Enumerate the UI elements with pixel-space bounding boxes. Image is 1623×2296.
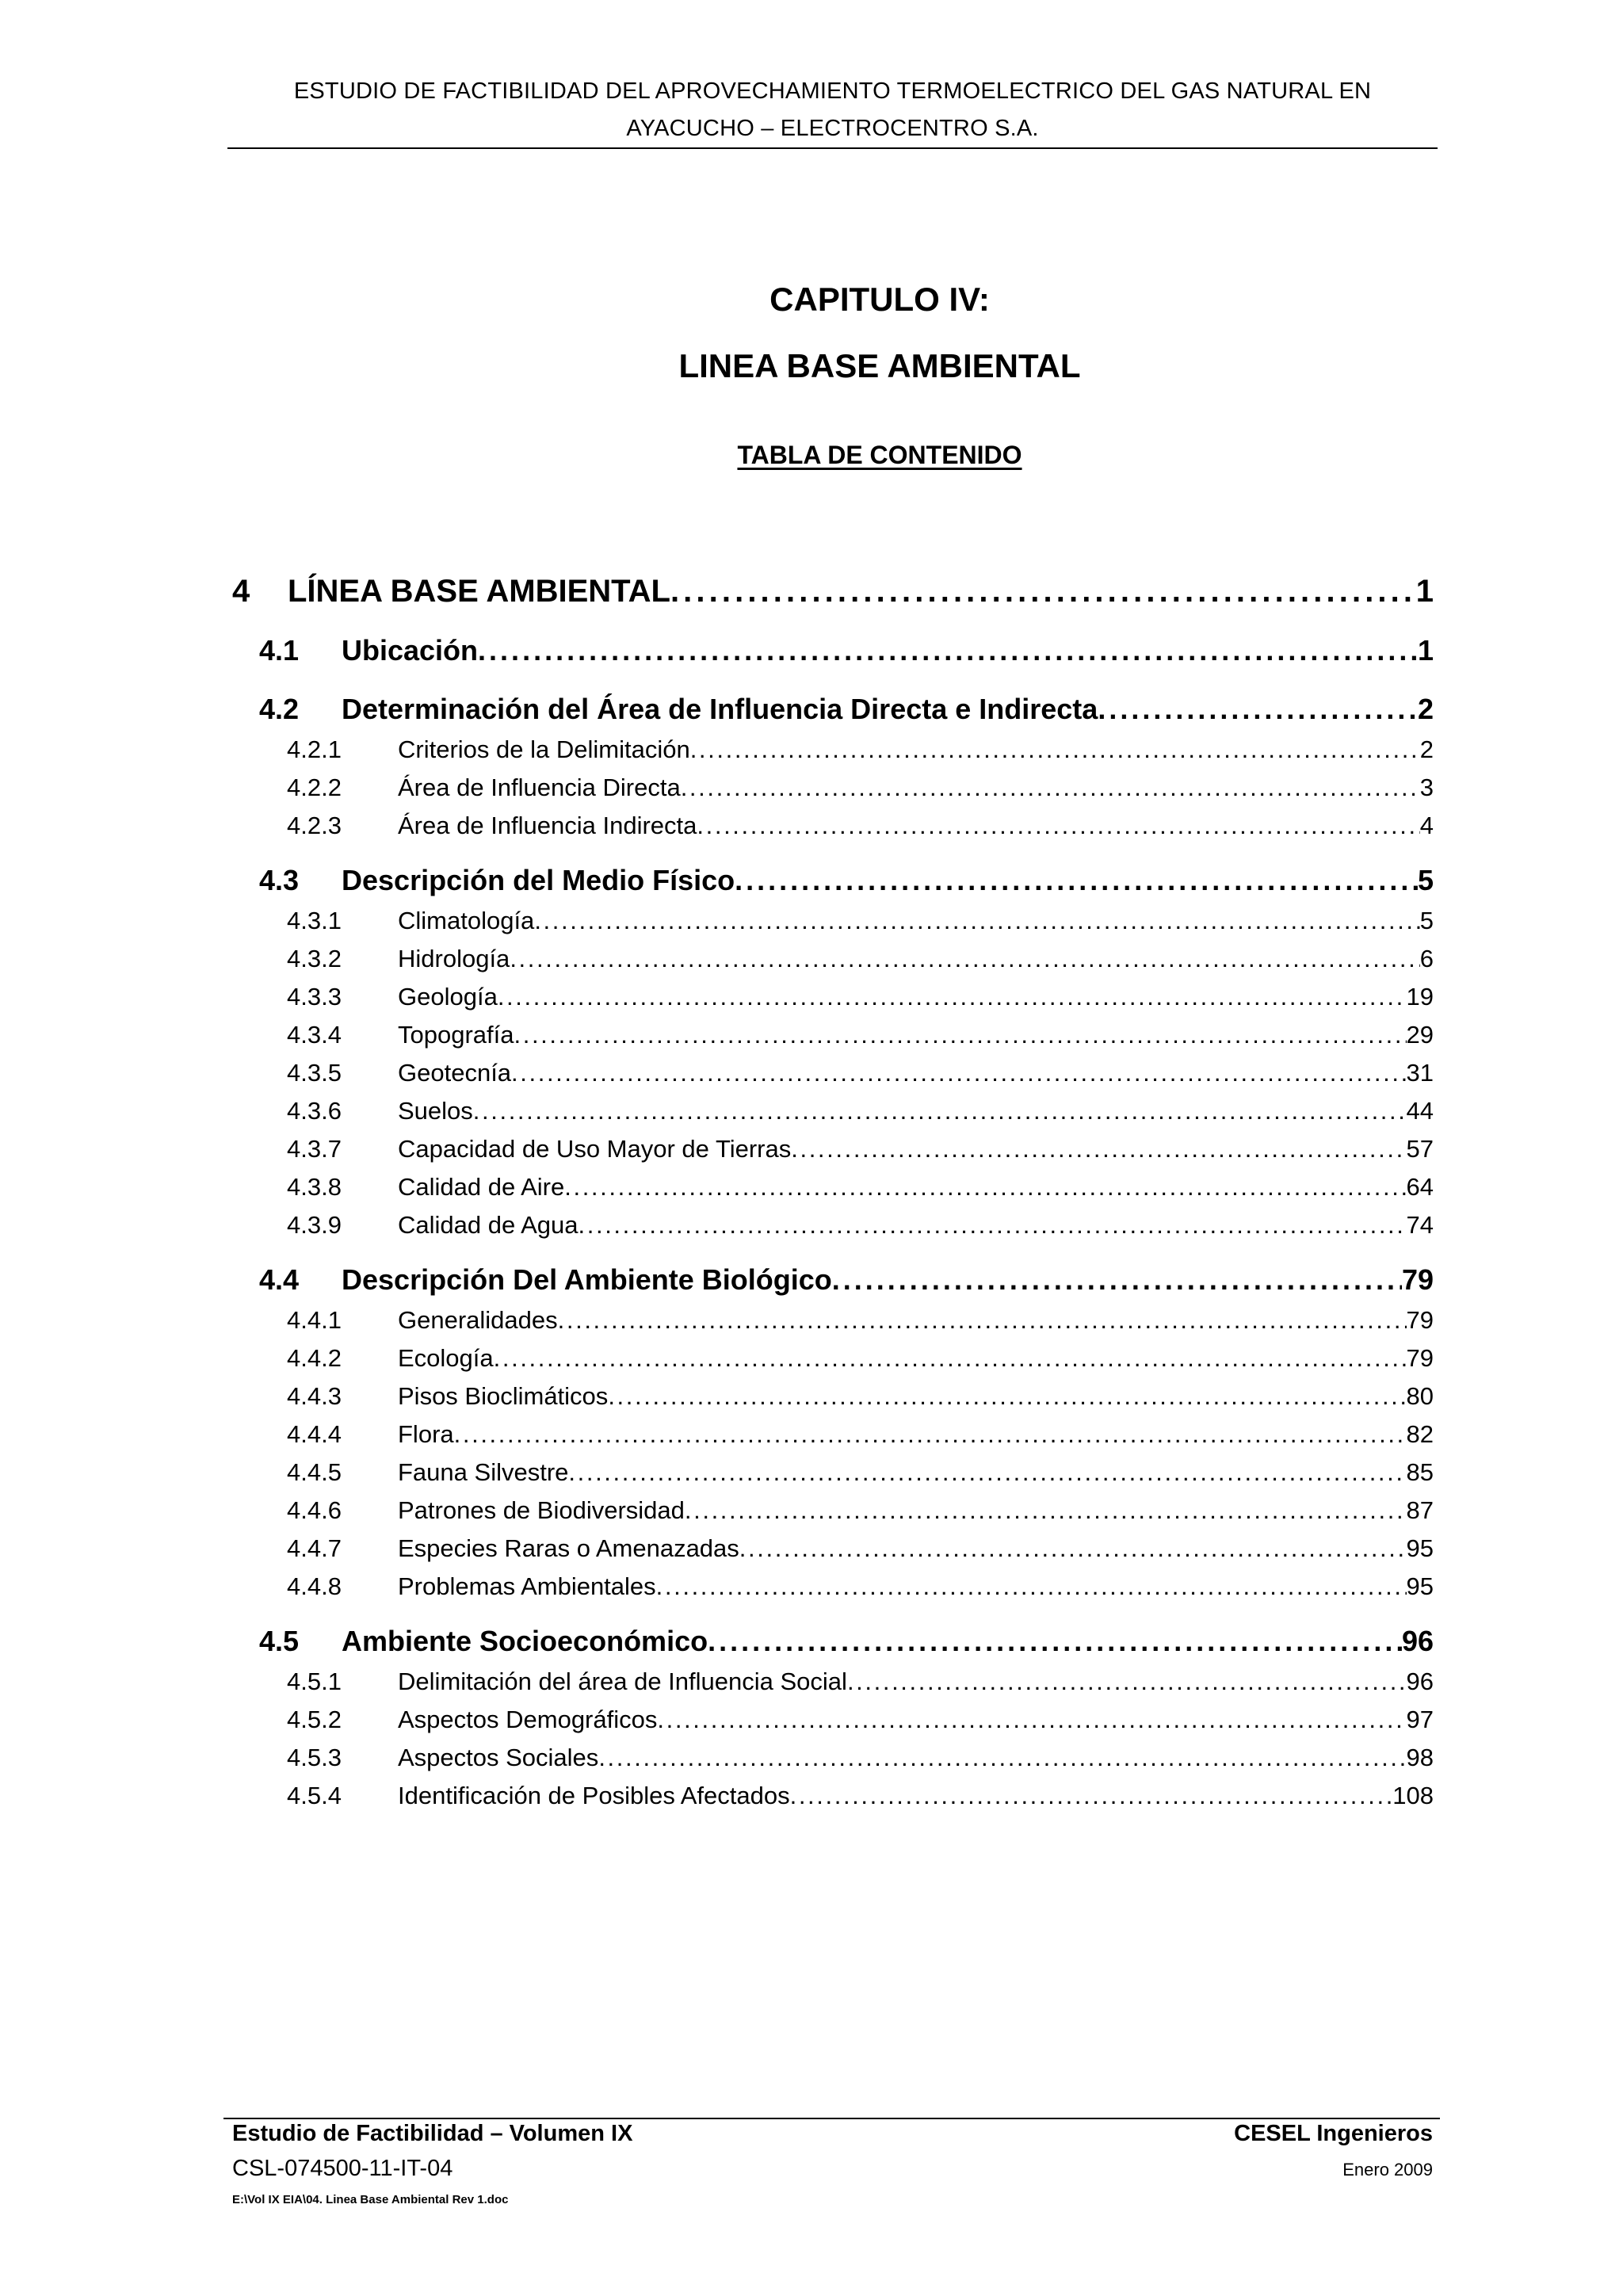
toc-entry-page: 85 (1406, 1458, 1434, 1486)
toc-entry-page: 57 (1406, 1135, 1434, 1163)
toc-entry-page: 44 (1406, 1097, 1434, 1125)
toc-entry-number: 4.4.8 (287, 1572, 342, 1600)
dot-leader (670, 574, 1416, 609)
toc-entry-subsection[interactable] (287, 1668, 1434, 1696)
dot-leader (681, 774, 1420, 802)
toc-entry-title: Determinación del Área de Influencia Directa e Indirecta (342, 693, 1098, 725)
toc-entry-page: 97 (1406, 1706, 1434, 1733)
toc-entry-subsection[interactable] (287, 1344, 1434, 1373)
toc-entry-page: 5 (1419, 907, 1434, 934)
toc-entry-subsection[interactable] (287, 1458, 1434, 1487)
dot-leader (478, 634, 1418, 667)
toc-entry-subsection[interactable] (287, 1534, 1434, 1563)
toc-entry-subsection[interactable] (287, 1173, 1434, 1201)
toc-entry-title: Descripción del Medio Físico (342, 864, 735, 896)
toc-entry-number: 4.3.5 (287, 1059, 342, 1087)
toc-entry-number: 4.3 (259, 864, 300, 896)
toc-entry-page: 4 (1419, 812, 1434, 839)
dot-leader (510, 945, 1419, 973)
toc-entry-number: 4.3.8 (287, 1173, 342, 1201)
dot-leader (498, 983, 1407, 1011)
toc-entry-number: 4.2 (259, 693, 300, 725)
toc-entry-section[interactable] (259, 1625, 1434, 1658)
toc-entry-number: 4.2.3 (287, 812, 342, 839)
toc-entry-title: Área de Influencia Directa (398, 774, 681, 801)
toc-entry-number: 4.5 (259, 1625, 300, 1657)
toc-entry-title: Ambiente Socioeconómico (342, 1625, 708, 1657)
toc-entry-number: 4.4.6 (287, 1496, 342, 1524)
toc-entry-page: 19 (1406, 983, 1434, 1010)
chapter-title-line-1: CAPITULO IV: (769, 281, 990, 318)
toc-entry-subsection[interactable] (287, 907, 1434, 935)
toc-entry-title: Fauna Silvestre (398, 1458, 569, 1486)
toc-entry-number: 4 (232, 574, 250, 609)
toc-entry-number: 4.3.2 (287, 945, 342, 972)
toc-entry-title: Ecología (398, 1344, 494, 1372)
toc-entry-page: 74 (1406, 1211, 1434, 1239)
footer-date: Enero 2009 (1342, 2160, 1433, 2179)
dot-leader (511, 1059, 1406, 1087)
toc-entry-page: 95 (1406, 1534, 1434, 1562)
toc-entry-number: 4.5.3 (287, 1744, 342, 1771)
toc-entry-title: Criterios de la Delimitación (398, 735, 690, 763)
toc-entry-page: 108 (1392, 1782, 1434, 1809)
dot-leader (1098, 693, 1418, 726)
dot-leader (514, 1021, 1407, 1049)
toc-entry-number: 4.2.1 (287, 735, 342, 763)
footer-document-code: CSL-074500-11-IT-04 (232, 2156, 453, 2181)
toc-entry-subsection[interactable] (287, 1744, 1434, 1772)
toc-entry-title: Descripción Del Ambiente Biológico (342, 1263, 832, 1296)
dot-leader (685, 1496, 1407, 1525)
toc-entry-title: Aspectos Demográficos (398, 1706, 658, 1733)
toc-entry-title: Capacidad de Uso Mayor de Tierras (398, 1135, 792, 1163)
toc-entry-title: Área de Influencia Indirecta (398, 812, 697, 839)
toc-entry-subsection[interactable] (287, 1496, 1434, 1525)
toc-entry-title: Aspectos Sociales (398, 1744, 599, 1771)
toc-entry-title: Geología (398, 983, 498, 1010)
dot-leader (735, 864, 1418, 897)
toc-entry-page: 31 (1406, 1059, 1434, 1087)
header-line-2: AYACUCHO – ELECTROCENTRO S.A. (626, 116, 1039, 141)
dot-leader (598, 1744, 1406, 1772)
dot-leader (608, 1382, 1406, 1411)
toc-entry-subsection[interactable] (287, 774, 1434, 802)
toc-entry-page: 2 (1417, 693, 1434, 725)
toc-entry-subsection[interactable] (287, 1135, 1434, 1163)
toc-entry-number: 4.3.9 (287, 1211, 342, 1239)
toc-entry-subsection[interactable] (287, 1782, 1434, 1810)
toc-entry-title: Flora (398, 1420, 454, 1448)
dot-leader (534, 907, 1419, 935)
toc-entry-subsection[interactable] (287, 1706, 1434, 1734)
toc-entry-chapter[interactable] (232, 574, 1434, 609)
toc-entry-title: Generalidades (398, 1306, 558, 1334)
toc-entry-page: 87 (1406, 1496, 1434, 1524)
toc-entry-number: 4.4.3 (287, 1382, 342, 1410)
toc-entry-page: 80 (1406, 1382, 1434, 1410)
toc-entry-page: 79 (1401, 1263, 1434, 1296)
dot-leader (832, 1263, 1402, 1297)
chapter-title-line-2: LINEA BASE AMBIENTAL (678, 347, 1081, 384)
dot-leader (656, 1572, 1407, 1601)
toc-entry-page: 5 (1417, 864, 1434, 896)
toc-entry-page: 82 (1406, 1420, 1434, 1448)
toc-entry-number: 4.2.2 (287, 774, 342, 801)
toc-entry-number: 4.3.1 (287, 907, 342, 934)
toc-heading: TABLA DE CONTENIDO (737, 441, 1022, 469)
toc-entry-subsection[interactable] (287, 1021, 1434, 1049)
dot-leader (791, 1135, 1406, 1163)
toc-entry-section[interactable] (259, 864, 1434, 897)
toc-entry-title: Identificación de Posibles Afectados (398, 1782, 790, 1809)
toc-entry-title: Patrones de Biodiversidad (398, 1496, 685, 1524)
toc-entry-title: Problemas Ambientales (398, 1572, 656, 1600)
toc-entry-subsection[interactable] (287, 1211, 1434, 1240)
dot-leader (739, 1534, 1407, 1563)
toc-entry-title: Topografía (398, 1021, 514, 1049)
toc-entry-number: 4.4.2 (287, 1344, 342, 1372)
toc-entry-subsection[interactable] (287, 983, 1434, 1011)
toc-entry-page: 3 (1419, 774, 1434, 801)
toc-entry-title: Pisos Bioclimáticos (398, 1382, 609, 1410)
toc-entry-page: 79 (1406, 1306, 1434, 1334)
dot-leader (564, 1173, 1406, 1201)
toc-entry-title: Calidad de Agua (398, 1211, 579, 1239)
toc-entry-number: 4.3.3 (287, 983, 342, 1010)
toc-entry-number: 4.5.4 (287, 1782, 342, 1809)
toc-entry-number: 4.3.6 (287, 1097, 342, 1125)
toc-entry-page: 6 (1419, 945, 1434, 972)
dot-leader (494, 1344, 1407, 1373)
dot-leader (790, 1782, 1393, 1810)
toc-entry-page: 95 (1406, 1572, 1434, 1600)
toc-entry-section[interactable] (259, 634, 1434, 667)
toc-entry-number: 4.4.5 (287, 1458, 342, 1486)
header-line-1: ESTUDIO DE FACTIBILIDAD DEL APROVECHAMIENTO TERMOELECTRICO DEL GAS NATURAL EN (293, 78, 1372, 104)
dot-leader (657, 1706, 1406, 1734)
toc-entry-page: 64 (1406, 1173, 1434, 1201)
toc-entry-title: Hidrología (398, 945, 510, 972)
toc-entry-number: 4.5.2 (287, 1706, 342, 1733)
dot-leader (454, 1420, 1407, 1449)
dot-leader (558, 1306, 1407, 1335)
dot-leader (708, 1625, 1402, 1658)
toc-entry-title: Climatología (398, 907, 535, 934)
toc-entry-subsection[interactable] (287, 945, 1434, 973)
toc-entry-subsection[interactable] (287, 1097, 1434, 1125)
toc-entry-number: 4.4.7 (287, 1534, 342, 1562)
toc-entry-number: 4.3.7 (287, 1135, 342, 1163)
toc-entry-subsection[interactable] (287, 812, 1434, 840)
toc-entry-title: Calidad de Aire (398, 1173, 565, 1201)
dot-leader (847, 1668, 1407, 1696)
footer-file-path: E:\Vol IX EIA\04. Linea Base Ambiental Rev 1.doc (232, 2193, 509, 2206)
toc-entry-title: Geotecnía (398, 1059, 512, 1087)
toc-entry-title: Especies Raras o Amenazadas (398, 1534, 739, 1562)
toc-entry-page: 79 (1406, 1344, 1434, 1372)
toc-entry-page: 1 (1415, 574, 1434, 609)
toc-entry-subsection[interactable] (287, 1059, 1434, 1087)
toc-entry-page: 98 (1406, 1744, 1434, 1771)
toc-entry-number: 4.4.4 (287, 1420, 342, 1448)
toc-entry-number: 4.4 (259, 1263, 300, 1296)
toc-entry-number: 4.3.4 (287, 1021, 342, 1049)
toc-entry-subsection[interactable] (287, 735, 1434, 764)
dot-leader (690, 735, 1420, 764)
footer-rule (223, 2118, 1440, 2119)
toc-entry-section[interactable] (259, 1263, 1434, 1297)
toc-entry-title: Suelos (398, 1097, 473, 1125)
toc-entry-subsection[interactable] (287, 1572, 1434, 1601)
toc-entry-page: 29 (1406, 1021, 1434, 1049)
toc-entry-page: 1 (1417, 634, 1434, 667)
toc-entry-number: 4.5.1 (287, 1668, 342, 1695)
dot-leader (473, 1097, 1407, 1125)
footer-document-volume: Estudio de Factibilidad – Volumen IX (232, 2121, 633, 2146)
toc-entry-subsection[interactable] (287, 1420, 1434, 1449)
footer-company: CESEL Ingenieros (1234, 2121, 1433, 2146)
dot-leader (568, 1458, 1406, 1487)
toc-entry-subsection[interactable] (287, 1306, 1434, 1335)
toc-entry-page: 96 (1406, 1668, 1434, 1695)
toc-entry-title: Delimitación del área de Influencia Social (398, 1668, 847, 1695)
toc-entry-page: 96 (1401, 1625, 1434, 1657)
dot-leader (579, 1211, 1407, 1240)
toc-entry-subsection[interactable] (287, 1382, 1434, 1411)
toc-entry-number: 4.4.1 (287, 1306, 342, 1334)
toc-entry-section[interactable] (259, 693, 1434, 726)
dot-leader (697, 812, 1419, 840)
toc-entry-number: 4.1 (259, 634, 300, 667)
toc-entry-title: Ubicación (342, 634, 479, 667)
toc-entry-page: 2 (1419, 735, 1434, 763)
toc-entry-title: LÍNEA BASE AMBIENTAL (288, 574, 670, 609)
